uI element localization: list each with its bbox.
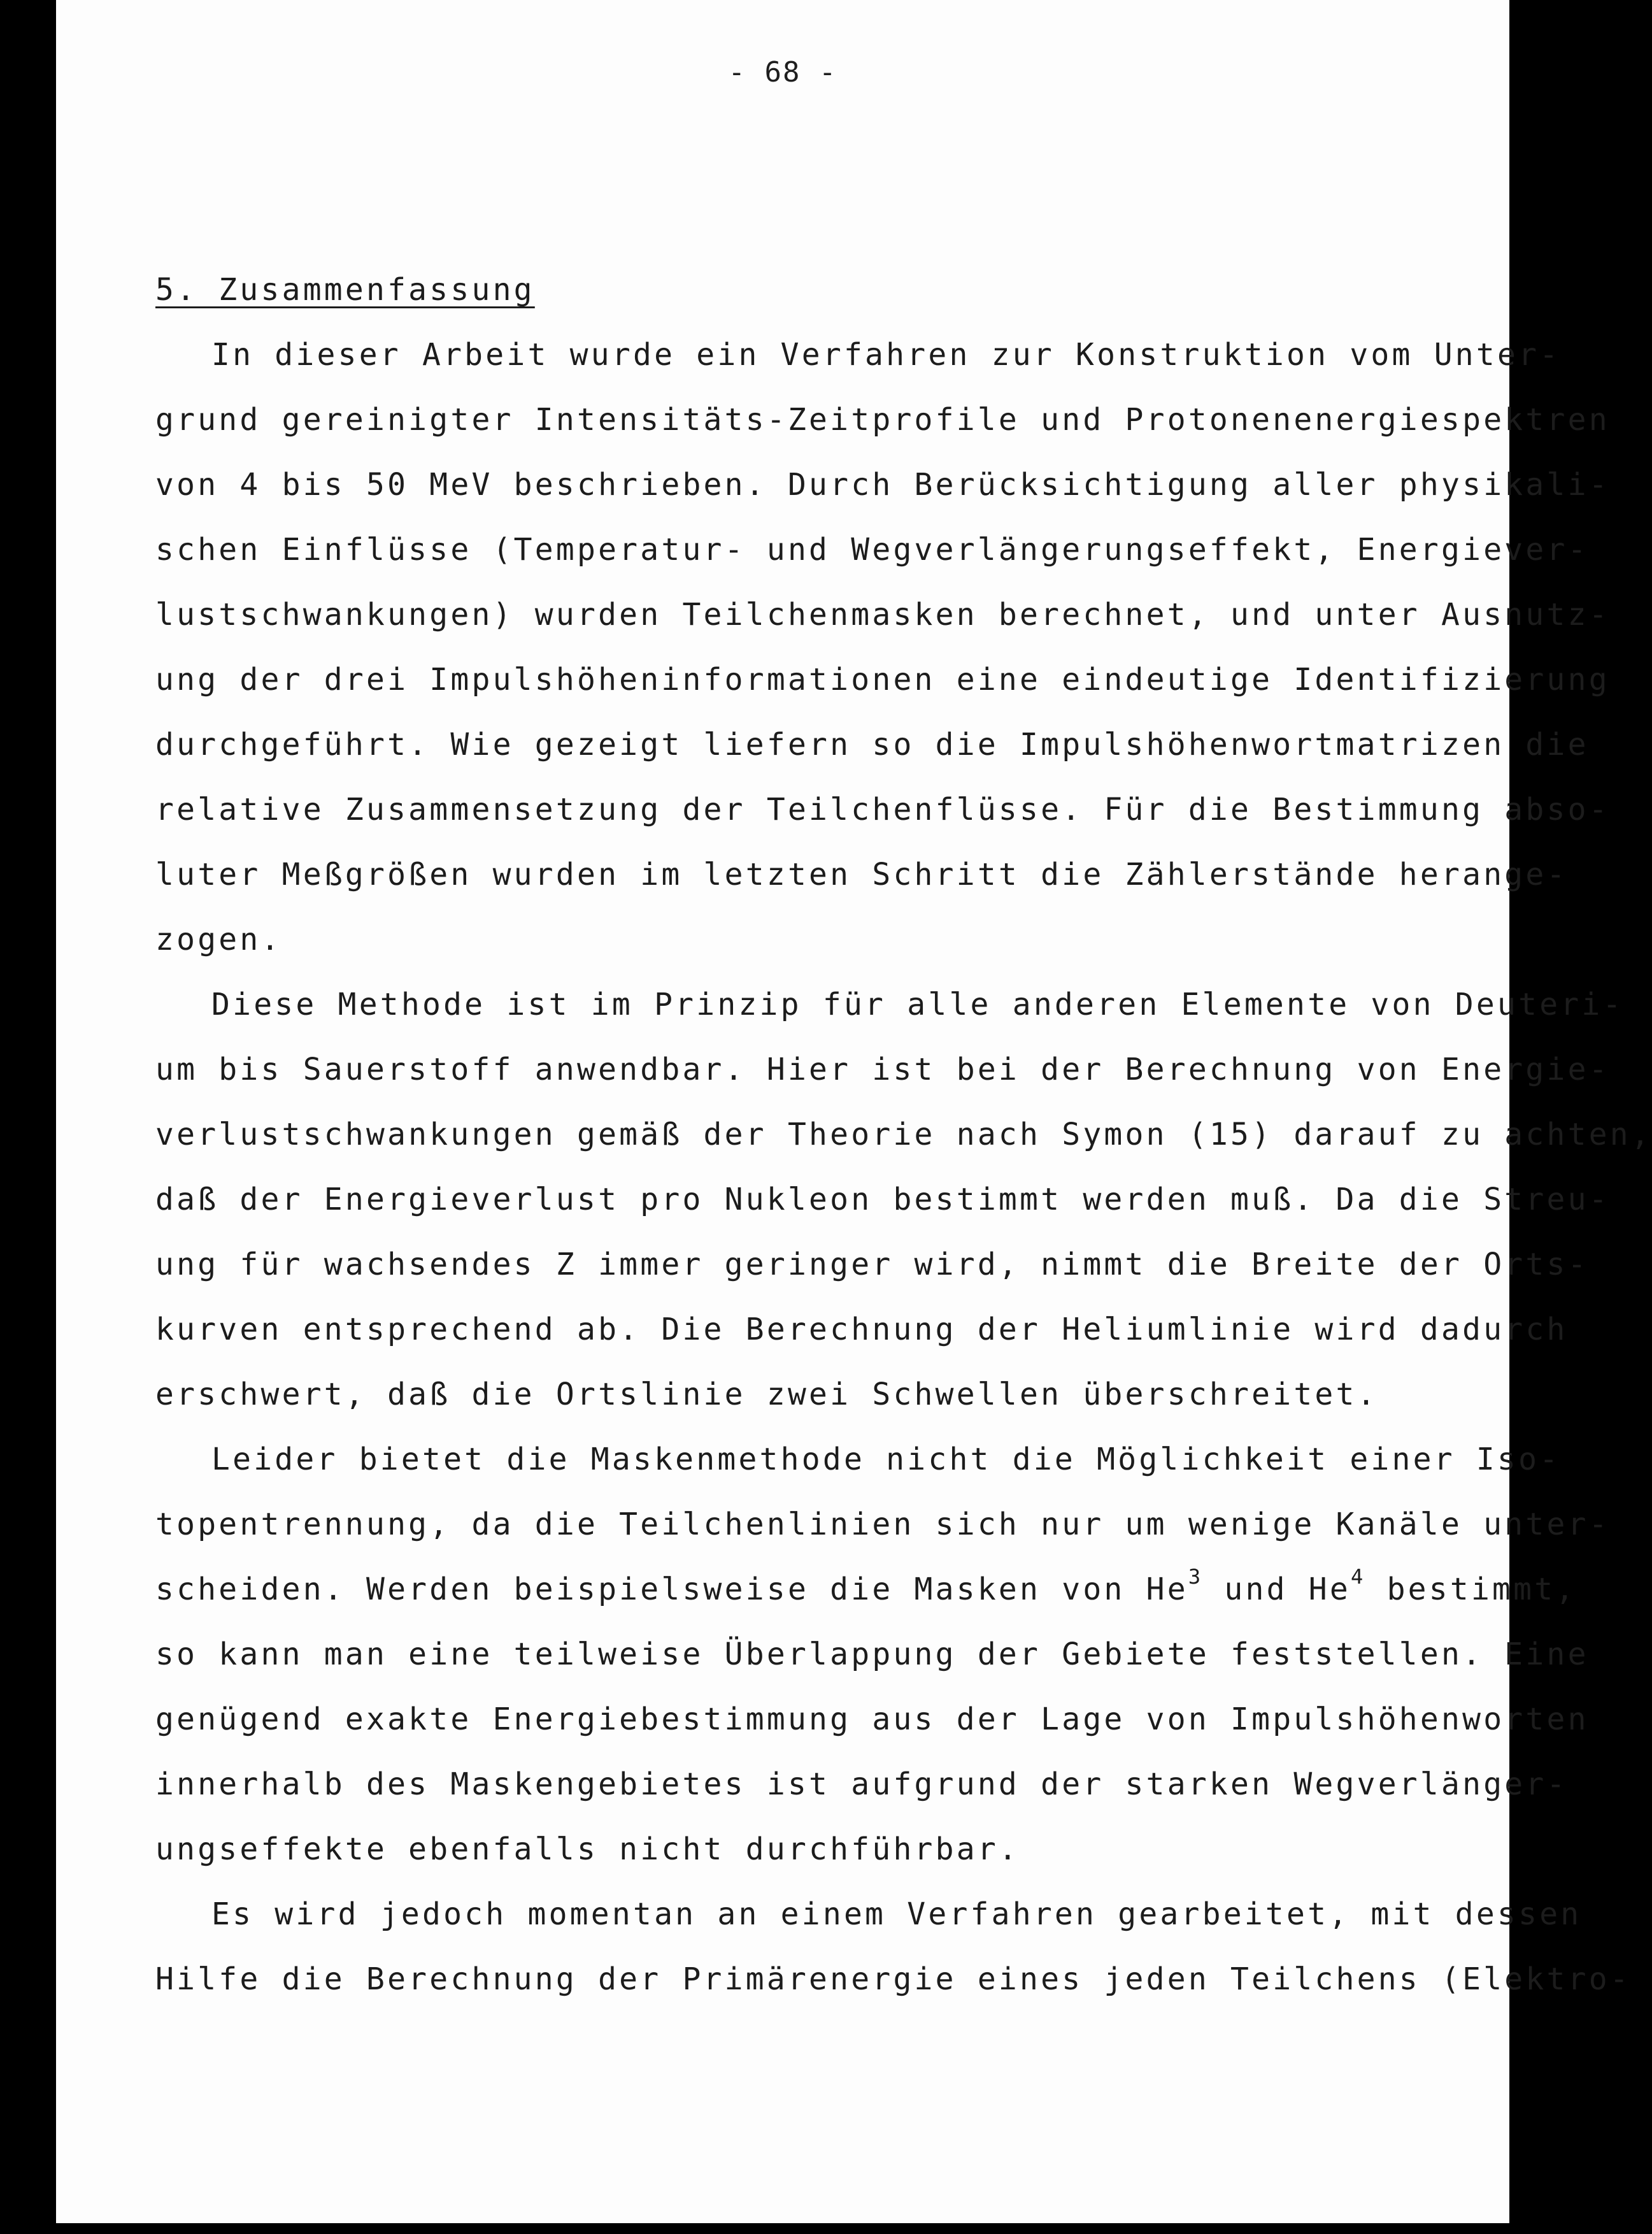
text-line: In dieser Arbeit wurde ein Verfahren zur Konstruktion vom Unter- [211, 337, 1561, 373]
document-page [56, 0, 1652, 2223]
text-line: topentrennung, da die Teilchenlinien sich nur um wenige Kanäle unter- [155, 1507, 1610, 1542]
section-heading [155, 257, 1499, 322]
superscript: 4 [1351, 1565, 1366, 1589]
text-line: Hilfe die Berechnung der Primärenergie eines jeden Teilchens (Elektro- [155, 1961, 1631, 1997]
section-heading-text: 5. Zusammenfassung [155, 272, 535, 308]
text-fragment: scheiden. Werden beispielsweise die Masken von He [155, 1572, 1188, 1607]
text-line: erschwert, daß die Ortslinie zwei Schwellen überschreitet. [155, 1377, 1378, 1412]
text-line: kurven entsprechend ab. Die Berechnung der Heliumlinie wird dadurch [155, 1312, 1568, 1347]
text-line: genügend exakte Energiebestimmung aus der Lage von Impulshöhenworten [155, 1701, 1589, 1737]
text-line: innerhalb des Maskengebietes ist aufgrund der starken Wegverlänger- [155, 1766, 1568, 1802]
text-line [155, 1557, 1577, 1622]
text-line: verlustschwankungen gemäß der Theorie nach Symon (15) darauf zu achten, [155, 1117, 1652, 1152]
text-line: daß der Energieverlust pro Nukleon bestimmt werden muß. Da die Streu- [155, 1182, 1610, 1217]
text-line: so kann man eine teilweise Überlappung der Gebiete feststellen. Eine [155, 1636, 1589, 1672]
text-line: ung der drei Impulshöheninformationen eine eindeutige Identifizierung [155, 662, 1610, 698]
text-fragment: und He [1203, 1572, 1351, 1607]
text-line: grund gereinigter Intensitäts-Zeitprofile und Protonenenergiespektren [155, 402, 1610, 438]
text-line: Es wird jedoch momentan an einem Verfahren gearbeitet, mit dessen [211, 1896, 1582, 1932]
text-line: relative Zusammensetzung der Teilchenflüsse. Für die Bestimmung abso- [155, 792, 1610, 827]
page-number: - 68 - [728, 56, 837, 89]
text-line: Diese Methode ist im Prinzip für alle anderen Elemente von Deuteri- [211, 987, 1624, 1022]
text-line: Leider bietet die Maskenmethode nicht die Möglichkeit einer Iso- [211, 1442, 1561, 1477]
text-line: um bis Sauerstoff anwendbar. Hier ist bei der Berechnung von Energie- [155, 1052, 1610, 1087]
body-text [155, 257, 1652, 2012]
superscript: 3 [1188, 1565, 1204, 1589]
text-line: zogen. [155, 922, 282, 957]
text-line: ungseffekte ebenfalls nicht durchführbar. [155, 1831, 1020, 1867]
text-line: durchgeführt. Wie gezeigt liefern so die Impulshöhenwortmatrizen die [155, 727, 1589, 763]
text-line: schen Einflüsse (Temperatur- und Wegverlängerungseffekt, Energiever- [155, 532, 1589, 568]
text-line: von 4 bis 50 MeV beschrieben. Durch Berücksichtigung aller physikali- [155, 467, 1610, 503]
text-line: lustschwankungen) wurden Teilchenmasken berechnet, und unter Ausnutz- [155, 597, 1610, 633]
text-line: luter Meßgrößen wurden im letzten Schritt die Zählerstände herange- [155, 857, 1568, 892]
text-line: ung für wachsendes Z immer geringer wird, nimmt die Breite der Orts- [155, 1247, 1589, 1282]
text-fragment: bestimmt, [1365, 1572, 1577, 1607]
